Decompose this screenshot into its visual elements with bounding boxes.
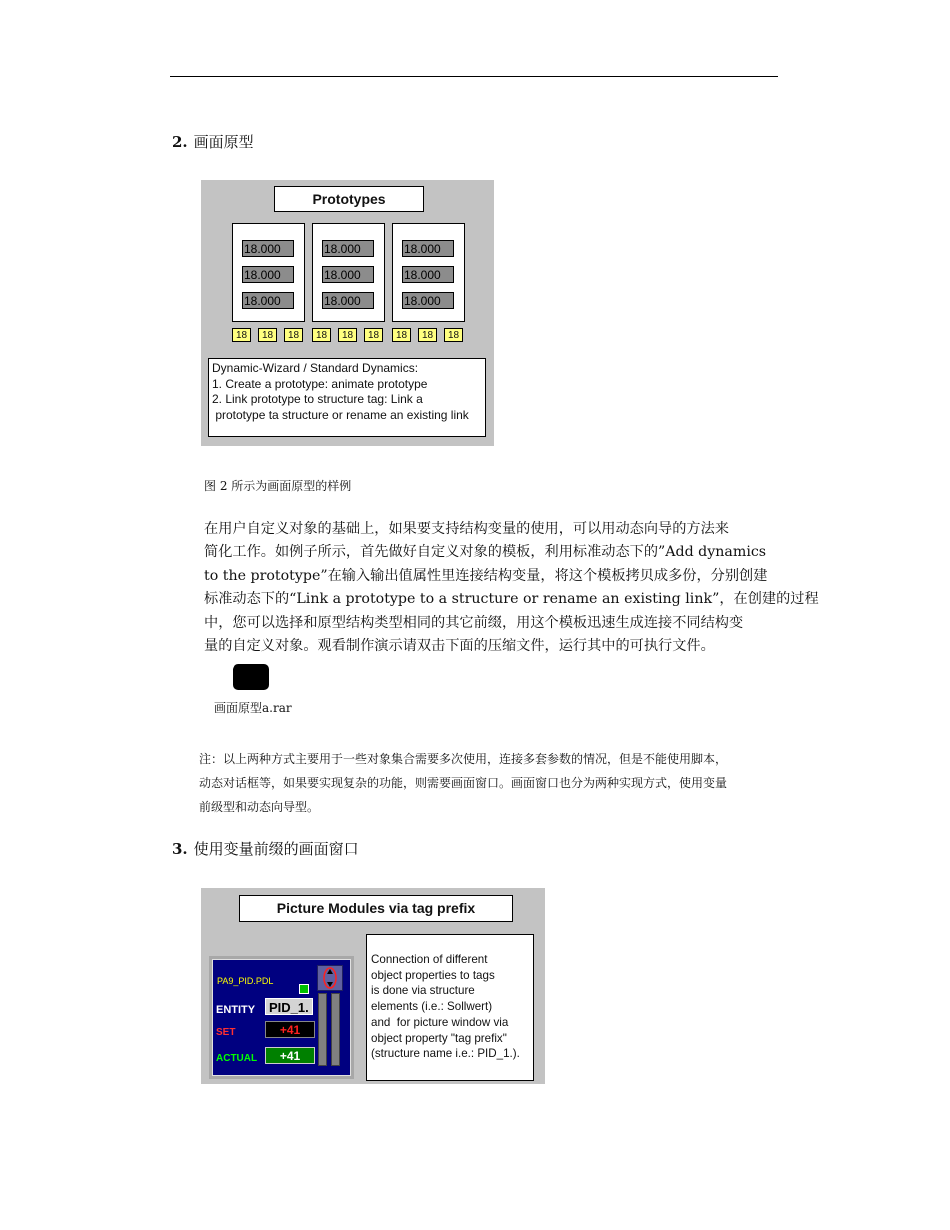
- description-line: is done via structure: [371, 984, 475, 998]
- small-value-box: 18: [444, 328, 463, 342]
- small-value-box: 18: [392, 328, 411, 342]
- description-line: 1. Create a prototype: animate prototype: [212, 376, 428, 391]
- picture-modules-title: Picture Modules via tag prefix: [239, 895, 513, 922]
- note-line: 前级型和动态向导型。: [199, 800, 320, 814]
- figure-2-caption: 图 2 所示为画面原型的样例: [204, 479, 352, 493]
- actual-label: ACTUAL: [216, 1053, 258, 1064]
- body-paragraph: [204, 518, 819, 658]
- description-line: object property "tag prefix": [371, 1031, 507, 1045]
- note-line: 动态对话框等，如果要实现复杂的功能，则需要画面窗口。画面窗口也分为两种实现方式，使用变量: [199, 776, 728, 790]
- description-line: Dynamic-Wizard / Standard Dynamics:: [212, 361, 419, 375]
- entity-label: ENTITY: [216, 1004, 256, 1016]
- description-line: (structure name i.e.: PID_1.).: [371, 1047, 520, 1061]
- level-bar: [331, 993, 340, 1066]
- small-value-box: 18: [364, 328, 383, 342]
- paragraph-line: 简化工作。如例子所示，首先做好自定义对象的模板，利用标准动态下的”Add dynamics: [204, 544, 767, 561]
- description-line: object properties to tags: [371, 968, 495, 982]
- prototype-box: [312, 223, 385, 322]
- small-value-box: 18: [232, 328, 251, 342]
- level-bar: [318, 993, 327, 1066]
- set-label: SET: [216, 1027, 236, 1038]
- section-3-heading: [172, 838, 359, 859]
- prototype-value: 18.000: [322, 266, 374, 283]
- actual-value: +41: [265, 1047, 315, 1064]
- paragraph-line: 中，您可以选择和原型结构类型相同的其它前缀，用这个模板迅速生成连接不同结构变: [204, 614, 744, 631]
- status-indicator: [299, 984, 309, 994]
- description-line: elements (i.e.: Sollwert): [371, 1000, 493, 1014]
- small-value-box: 18: [312, 328, 331, 342]
- prototypes-figure: [201, 180, 494, 446]
- prototype-value: 18.000: [322, 240, 374, 257]
- set-value: +41: [265, 1021, 315, 1038]
- paragraph-line: to the prototype”在输入输出值属性里连接结构变量，将这个模板拷贝成多份，分别创建: [204, 567, 768, 584]
- prototypes-description: [208, 358, 486, 437]
- section-2-heading: [172, 131, 254, 152]
- section-3-number: 3.: [172, 840, 188, 858]
- small-value-box: 18: [338, 328, 357, 342]
- note-line: 注：以上两种方式主要用于一些对象集合需要多次使用，连接多套参数的情况，但是不能使用脚本，: [199, 752, 728, 766]
- paragraph-line: 在用户自定义对象的基础上，如果要支持结构变量的使用，可以用动态向导的方法来: [204, 521, 729, 537]
- header-rule: [170, 76, 778, 77]
- prototype-box: [232, 223, 305, 322]
- note-paragraph: [199, 747, 784, 819]
- prototype-value: 18.000: [322, 292, 374, 309]
- description-line: and for picture window via: [371, 1015, 509, 1029]
- description-line: Connection of different: [371, 953, 488, 966]
- prototype-value: 18.000: [402, 266, 454, 283]
- picture-modules-description: [366, 934, 534, 1081]
- pdl-filename: PA9_PID.PDL: [217, 976, 274, 986]
- knob-icon: [317, 965, 343, 991]
- entity-value: PID_1.: [265, 998, 313, 1015]
- attachment-label[interactable]: 画面原型a.rar: [214, 701, 292, 715]
- prototype-value: 18.000: [242, 266, 294, 283]
- section-2-number: 2.: [172, 133, 188, 151]
- small-value-box: 18: [258, 328, 277, 342]
- prototype-value: 18.000: [402, 292, 454, 309]
- archive-file-icon[interactable]: [233, 664, 269, 690]
- prototype-box: [392, 223, 465, 322]
- prototype-value: 18.000: [402, 240, 454, 257]
- paragraph-line: 标准动态下的“Link a prototype to a structure or rename an existing link”，在创建的过程: [204, 591, 819, 608]
- small-value-box: 18: [418, 328, 437, 342]
- paragraph-line: 量的自定义对象。观看制作演示请双击下面的压缩文件，运行其中的可执行文件。: [204, 638, 715, 655]
- small-value-box: 18: [284, 328, 303, 342]
- section-3-title: 使用变量前缀的画面窗口: [193, 840, 359, 858]
- prototypes-title: Prototypes: [274, 186, 424, 212]
- prototype-value: 18.000: [242, 240, 294, 257]
- prototype-value: 18.000: [242, 292, 294, 309]
- picture-modules-figure: [201, 888, 545, 1084]
- description-line: 2. Link prototype to structure tag: Link a: [212, 392, 423, 406]
- section-2-title: 画面原型: [193, 133, 254, 151]
- description-line: prototype ta structure or rename an existing link: [212, 407, 469, 422]
- pid-faceplate: [209, 956, 354, 1079]
